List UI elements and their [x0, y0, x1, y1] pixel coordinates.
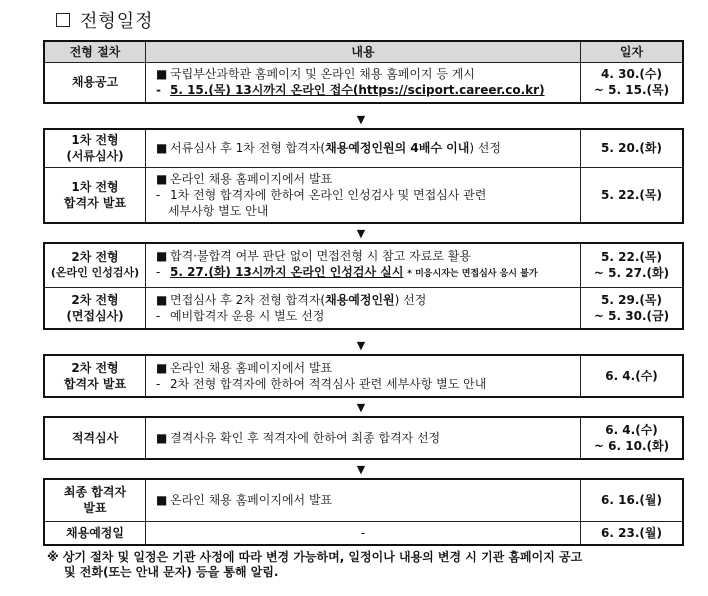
stage-line: 2차 전형	[71, 361, 119, 375]
date-line: 5. 22.(목)	[601, 250, 662, 265]
content-line: 예비합격자 운용 시 별도 선정	[170, 308, 325, 323]
content-line: 세부사항 별도 안내	[168, 203, 269, 218]
content-line: 5. 27.(화) 13시까지 온라인 인성검사 실시	[170, 265, 404, 280]
schedule-table-block-3	[43, 242, 684, 330]
bullet-square-icon: ■	[156, 141, 168, 156]
content-line: 1차 전형 합격자에 한하여 온라인 인성검사 및 면접심사 관련	[170, 187, 487, 202]
stage-line: (서류심사)	[66, 149, 124, 164]
footnote	[47, 550, 687, 580]
date-line: ~ 5. 27.(화)	[593, 266, 670, 281]
date-line: ~ 6. 10.(화)	[593, 439, 670, 453]
header-content: 내용	[146, 41, 581, 63]
content-line: 온라인 채용 홈페이지에서 발표	[170, 171, 333, 186]
content-text: ) 선정	[394, 292, 427, 307]
content-text: 면접심사 후 2차 전형 합격자(	[170, 292, 326, 307]
table-row	[44, 417, 683, 459]
section-title	[56, 8, 154, 32]
content-line: 결격사유 확인 후 적격자에 한하여 최종 합격자 선정	[170, 431, 441, 445]
table-row	[44, 243, 683, 287]
section-title-text: 전형일정	[80, 11, 154, 32]
content-cell	[146, 479, 581, 521]
stage-line: 2차 전형	[71, 250, 119, 265]
stage-line: (온라인 인성검사)	[50, 266, 140, 280]
stage-line: (면접심사)	[66, 308, 124, 323]
stage-line: 합격자 발표	[63, 195, 127, 210]
date-cell: 5. 22.(목)	[581, 167, 684, 223]
schedule-table-block-2	[43, 128, 684, 224]
table-row	[44, 521, 683, 545]
content-line: 합격·불합격 여부 판단 없이 면접전형 시 참고 자료로 활용	[170, 249, 471, 264]
content-line: 온라인 채용 홈페이지에서 발표	[170, 493, 333, 508]
bullet-square-icon: ■	[156, 67, 168, 82]
table-row	[44, 63, 683, 103]
content-cell	[146, 129, 581, 167]
date-cell: 5. 20.(화)	[581, 129, 684, 167]
date-cell	[581, 243, 684, 287]
checkbox-square-icon	[56, 13, 70, 27]
date-cell	[581, 63, 684, 103]
stage-line: 1차 전형	[71, 179, 119, 194]
date-line: 5. 29.(목)	[601, 292, 662, 307]
footnote-line: ※ 상기 절차 및 일정은 기관 사정에 따라 변경 가능하며, 일정이나 내용의 변경 시 기관 홈페이지 공고	[47, 550, 583, 564]
table-row	[44, 129, 683, 167]
stage-cell: 채용예정일	[44, 521, 146, 545]
stage-cell: 채용공고	[44, 63, 146, 103]
date-cell: 6. 16.(월)	[581, 479, 684, 521]
date-line: ~ 5. 15.(목)	[593, 83, 670, 98]
date-line: 4. 30.(수)	[601, 67, 662, 82]
content-cell: ■ 온라인 채용 홈페이지에서 발표 - 1차 전형 합격자에 한하여 온라인 인성검사 및 면접심사 관련 세부사항 별도 안내	[146, 167, 581, 223]
table-row	[44, 167, 683, 223]
stage-line: 합격자 발표	[63, 377, 127, 391]
stage-line: 2차 전형	[71, 292, 119, 307]
bullet-square-icon: ■	[156, 171, 168, 186]
bullet-square-icon: ■	[156, 493, 168, 508]
content-text-bold: 채용예정인원	[325, 292, 395, 307]
stage-cell: 적격심사	[44, 417, 146, 459]
down-arrow-icon: ▼	[356, 227, 366, 240]
footnote-line: 및 전화(또는 안내 문자) 등을 통해 알림.	[64, 565, 279, 579]
stage-line: 1차 전형	[71, 133, 119, 148]
content-cell: ■ 합격·불합격 여부 판단 없이 면접전형 시 참고 자료로 활용 - 5. 27.(화) 13시까지 온라인 인성검사 실시 * 미응시자는 면접심사 응시 불가	[146, 243, 581, 287]
schedule-table-block-6	[43, 478, 684, 546]
bullet-square-icon: ■	[156, 249, 168, 264]
down-arrow-icon: ▼	[356, 339, 366, 352]
date-line: 6. 4.(수)	[605, 423, 658, 437]
schedule-table-block-1	[43, 40, 684, 104]
stage-cell	[44, 479, 146, 521]
stage-cell	[44, 287, 146, 329]
date-cell	[581, 417, 684, 459]
down-arrow-icon: ▼	[356, 113, 366, 126]
content-line: 2차 전형 합격자에 한하여 적격심사 관련 세부사항 별도 안내	[170, 377, 487, 391]
date-line: ~ 5. 30.(금)	[593, 308, 670, 323]
stage-line: 최종 합격자	[63, 485, 127, 500]
date-cell: 6. 23.(월)	[581, 521, 684, 545]
table-row	[44, 479, 683, 521]
content-cell: ■ 국립부산과학관 홈페이지 및 온라인 채용 홈페이지 등 게시 - 5. 15.(목) 13시까지 온라인 접수(https://sciport.career.co.kr)	[146, 63, 581, 103]
date-cell: 6. 4.(수)	[581, 355, 684, 397]
down-arrow-icon: ▼	[356, 401, 366, 414]
content-line: 온라인 채용 홈페이지에서 발표	[170, 361, 333, 375]
stage-cell	[44, 243, 146, 287]
date-cell	[581, 287, 684, 329]
schedule-table-block-5	[43, 416, 684, 460]
header-stage: 전형 절차	[44, 41, 146, 63]
content-line: 5. 15.(목) 13시까지 온라인 접수(https://sciport.career.co.kr)	[170, 83, 545, 98]
stage-cell	[44, 129, 146, 167]
bullet-square-icon: ■	[156, 431, 168, 445]
header-date: 일자	[581, 41, 684, 63]
bullet-square-icon: ■	[156, 292, 168, 307]
stage-line: 발표	[83, 501, 107, 516]
table-row	[44, 287, 683, 329]
content-cell: -	[146, 521, 581, 545]
down-arrow-icon: ▼	[356, 463, 366, 476]
stage-cell	[44, 167, 146, 223]
content-note: * 미응시자는 면접심사 응시 불가	[407, 269, 538, 280]
content-cell	[146, 417, 581, 459]
content-text: 서류심사 후 1차 전형 합격자(	[170, 141, 326, 156]
table-row	[44, 355, 683, 397]
content-text-bold: 채용예정인원의 4배수 이내	[325, 141, 470, 156]
content-line: 국립부산과학관 홈페이지 및 온라인 채용 홈페이지 등 게시	[170, 67, 475, 82]
bullet-square-icon: ■	[156, 361, 168, 375]
content-text: ) 선정	[469, 141, 501, 156]
stage-cell	[44, 355, 146, 397]
content-cell: ■ 면접심사 후 2차 전형 합격자(채용예정인원) 선정 - 예비합격자 운용 시 별도 선정	[146, 287, 581, 329]
content-cell: ■ 온라인 채용 홈페이지에서 발표 - 2차 전형 합격자에 한하여 적격심사 관련 세부사항 별도 안내	[146, 355, 581, 397]
schedule-table-block-4	[43, 354, 684, 398]
